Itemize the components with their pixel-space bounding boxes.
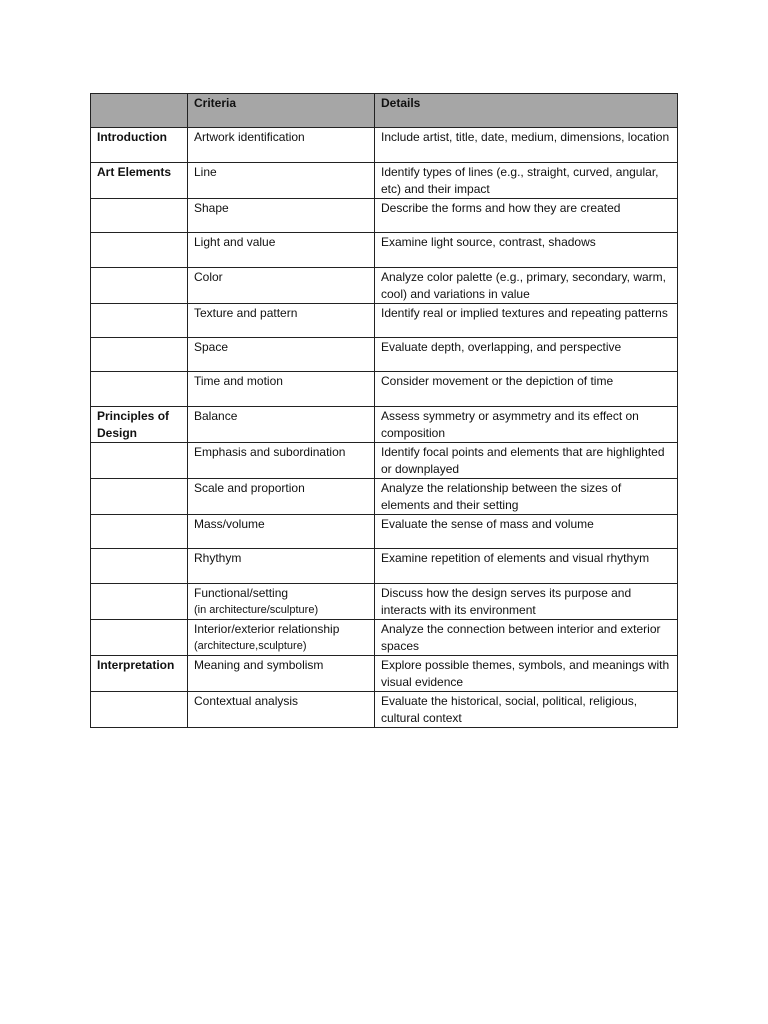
header-category	[91, 94, 188, 128]
table-row	[91, 583, 678, 619]
row-details: Identify real or implied textures and repeating patterns	[375, 303, 678, 337]
table-row	[91, 303, 678, 337]
row-criteria: Meaning and symbolism	[188, 655, 375, 691]
row-details: Discuss how the design serves its purpose and interacts with its environment	[375, 583, 678, 619]
row-category	[91, 267, 188, 303]
row-category	[91, 233, 188, 267]
row-criteria: Texture and pattern	[188, 303, 375, 337]
row-details: Include artist, title, date, medium, dimensions, location	[375, 128, 678, 162]
row-details: Explore possible themes, symbols, and meanings with visual evidence	[375, 655, 678, 691]
table-row	[91, 372, 678, 406]
row-category	[91, 583, 188, 619]
table-row	[91, 478, 678, 514]
header-details: Details	[375, 94, 678, 128]
table-row	[91, 514, 678, 548]
table-row	[91, 442, 678, 478]
row-category	[91, 337, 188, 371]
row-criteria: Scale and proportion	[188, 478, 375, 514]
row-criteria-cell	[188, 583, 375, 619]
row-details: Consider movement or the depiction of time	[375, 372, 678, 406]
row-details: Assess symmetry or asymmetry and its effect on composition	[375, 406, 678, 442]
row-criteria: Emphasis and subordination	[188, 442, 375, 478]
table-row	[91, 128, 678, 162]
row-criteria: Rhythym	[188, 549, 375, 583]
row-criteria: Time and motion	[188, 372, 375, 406]
row-criteria: Light and value	[188, 233, 375, 267]
row-category: Principles of Design	[91, 406, 188, 442]
table-row	[91, 337, 678, 371]
row-criteria-note: (architecture,sculpture)	[194, 639, 307, 652]
row-category	[91, 549, 188, 583]
row-details: Analyze the connection between interior and exterior spaces	[375, 619, 678, 655]
row-category: Interpretation	[91, 655, 188, 691]
row-criteria: Functional/setting	[194, 585, 289, 600]
row-details: Evaluate the sense of mass and volume	[375, 514, 678, 548]
row-details: Identify types of lines (e.g., straight, curved, angular, etc) and their impact	[375, 162, 678, 198]
row-criteria-cell	[188, 619, 375, 655]
table-row	[91, 655, 678, 691]
row-category	[91, 372, 188, 406]
table-header-row	[91, 94, 678, 128]
row-category: Art Elements	[91, 162, 188, 198]
row-details: Analyze the relationship between the sizes of elements and their setting	[375, 478, 678, 514]
table-row	[91, 691, 678, 727]
row-criteria: Balance	[188, 406, 375, 442]
row-criteria: Shape	[188, 198, 375, 232]
row-category	[91, 198, 188, 232]
table-row	[91, 267, 678, 303]
row-category	[91, 303, 188, 337]
row-category	[91, 478, 188, 514]
table-row	[91, 198, 678, 232]
row-criteria: Interior/exterior relationship	[194, 621, 340, 636]
row-criteria: Line	[188, 162, 375, 198]
row-category	[91, 514, 188, 548]
table-row	[91, 233, 678, 267]
row-category	[91, 691, 188, 727]
row-category	[91, 619, 188, 655]
table-row	[91, 162, 678, 198]
table-row	[91, 406, 678, 442]
row-details: Analyze color palette (e.g., primary, secondary, warm, cool) and variations in value	[375, 267, 678, 303]
header-criteria: Criteria	[188, 94, 375, 128]
row-criteria-note: (in architecture/sculpture)	[194, 603, 319, 616]
table-row	[91, 619, 678, 655]
row-category: Introduction	[91, 128, 188, 162]
row-criteria: Space	[188, 337, 375, 371]
row-details: Identify focal points and elements that are highlighted or downplayed	[375, 442, 678, 478]
row-criteria: Artwork identification	[188, 128, 375, 162]
analysis-rubric-table	[90, 93, 678, 728]
row-details: Describe the forms and how they are created	[375, 198, 678, 232]
row-category	[91, 442, 188, 478]
table-row	[91, 549, 678, 583]
row-criteria: Color	[188, 267, 375, 303]
row-criteria: Contextual analysis	[188, 691, 375, 727]
row-criteria: Mass/volume	[188, 514, 375, 548]
row-details: Examine repetition of elements and visual rhythym	[375, 549, 678, 583]
row-details: Evaluate depth, overlapping, and perspective	[375, 337, 678, 371]
row-details: Evaluate the historical, social, political, religious, cultural context	[375, 691, 678, 727]
row-details: Examine light source, contrast, shadows	[375, 233, 678, 267]
